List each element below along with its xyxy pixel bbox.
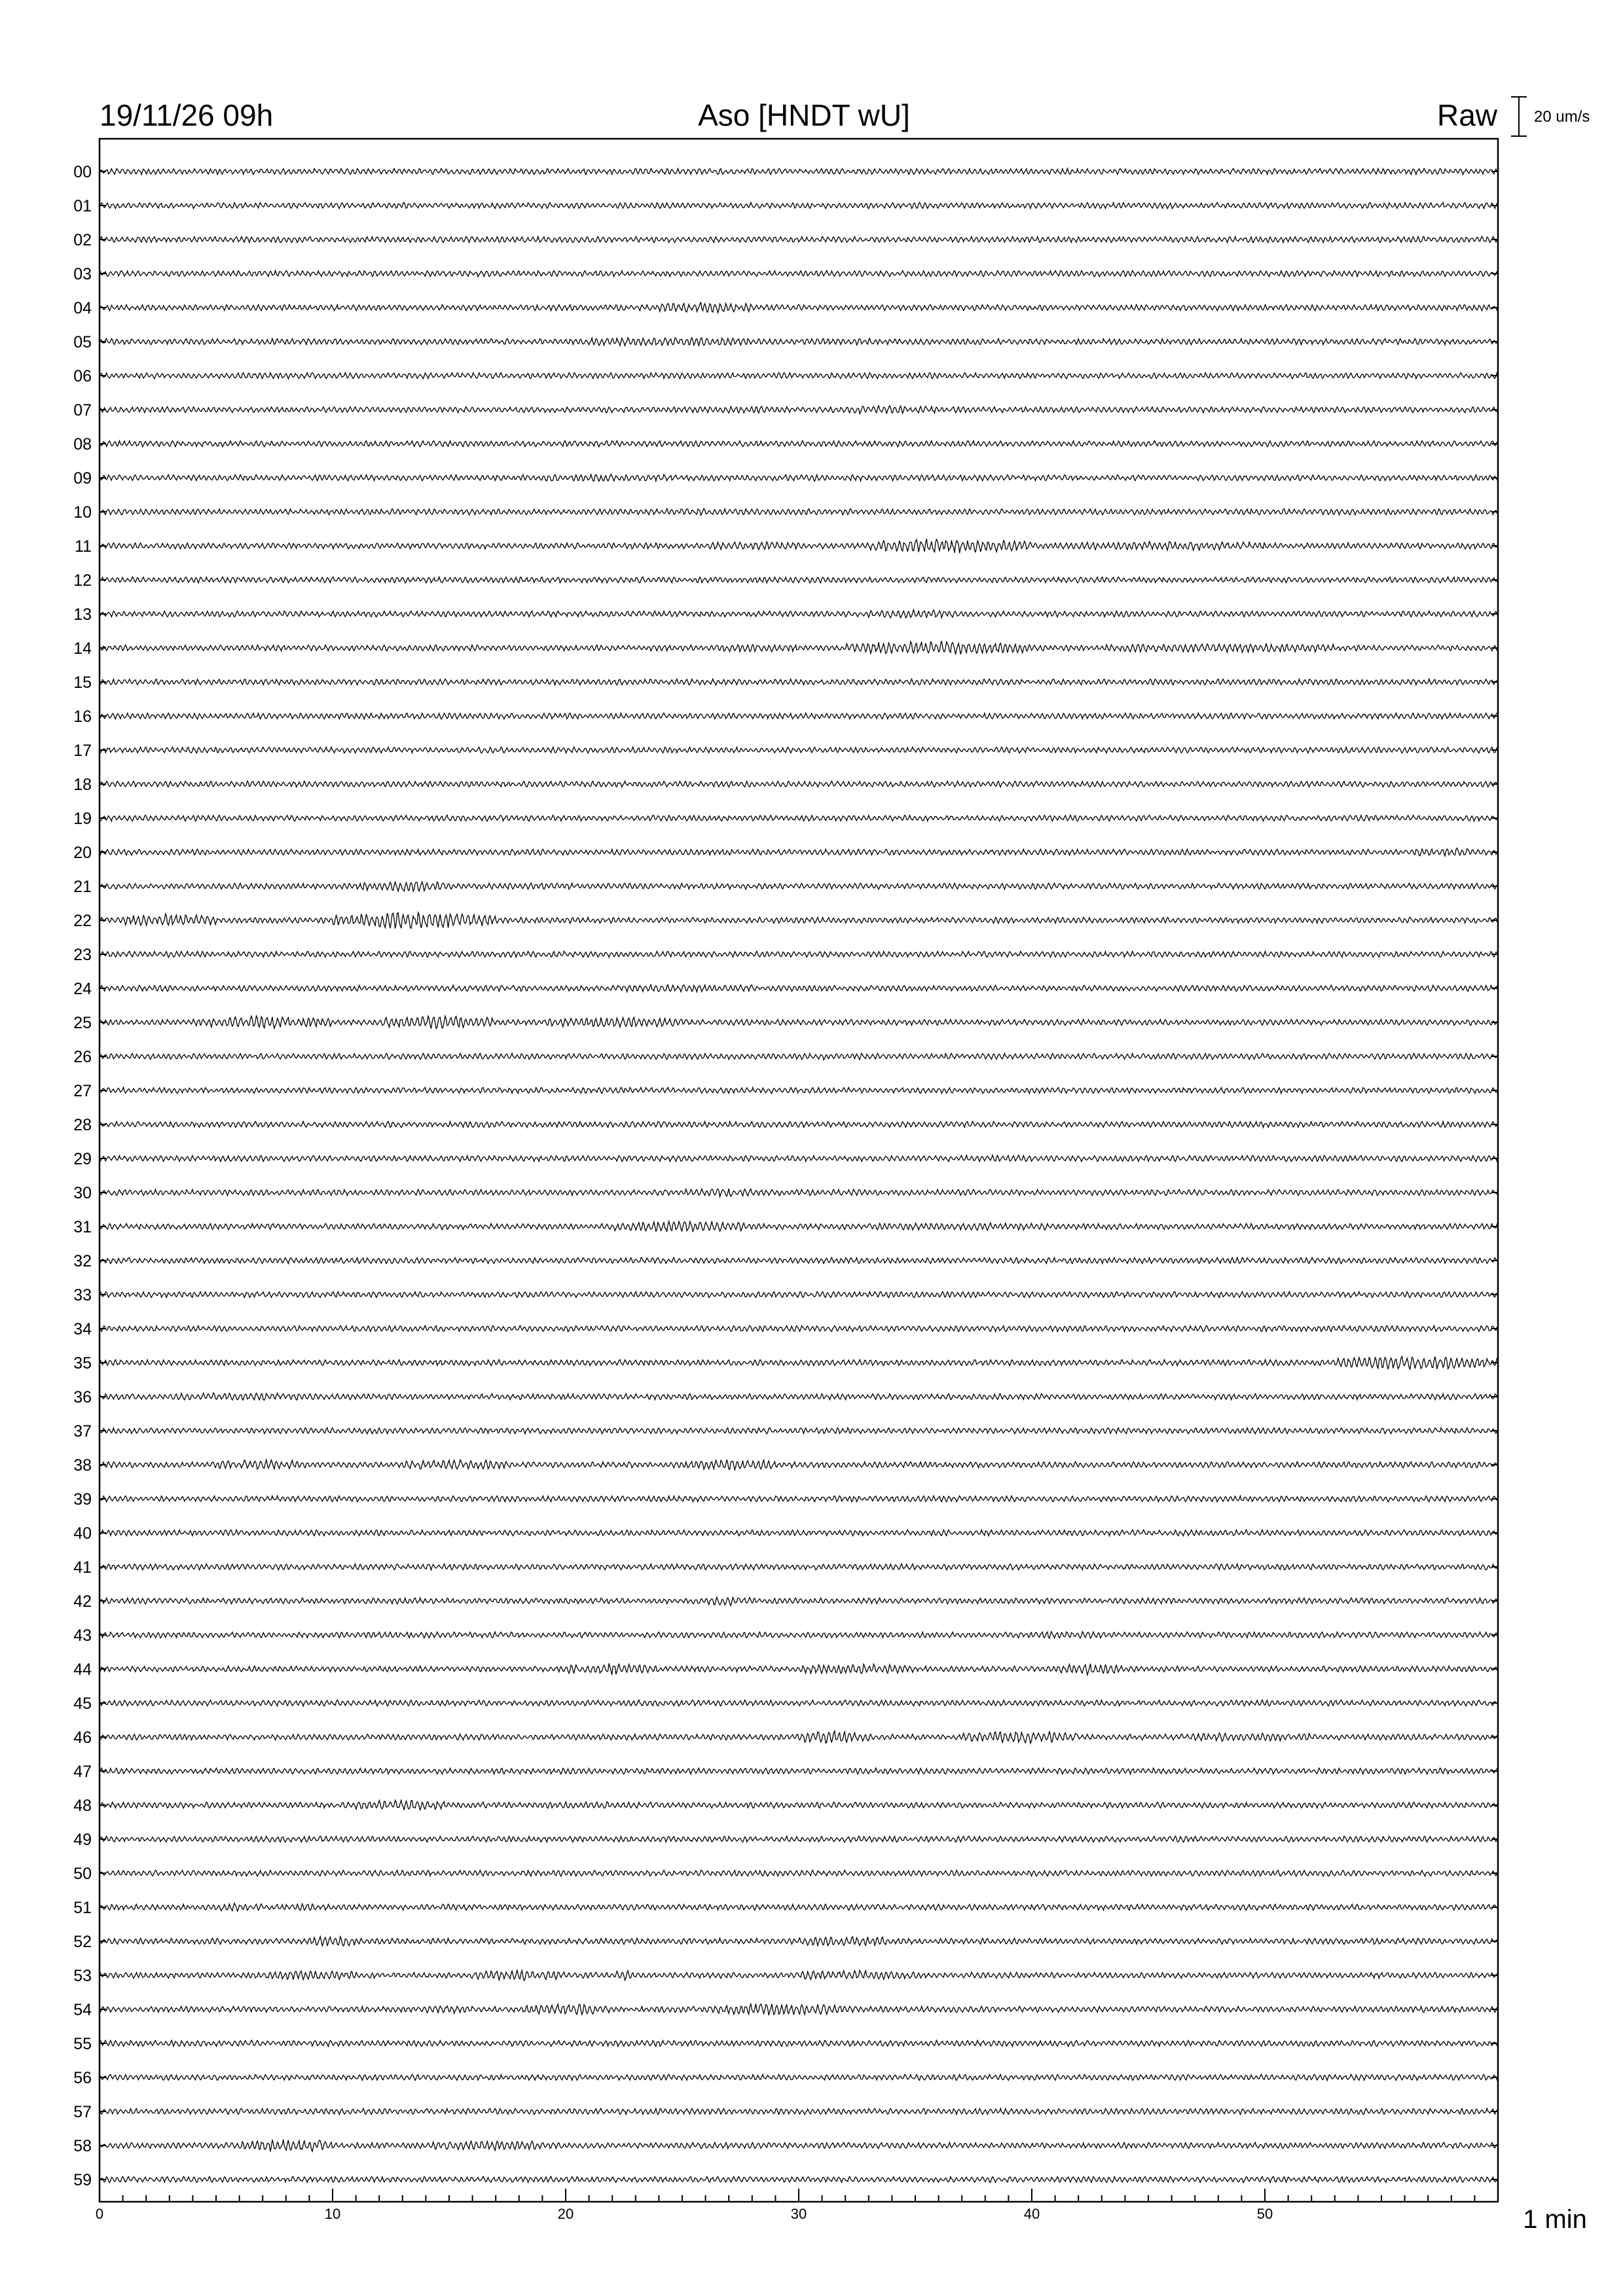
trace-35 — [100, 1357, 1498, 1370]
trace-15 — [100, 679, 1498, 685]
trace-24 — [100, 985, 1498, 992]
x-tick-label: 40 — [1023, 2206, 1040, 2222]
trace-30 — [100, 1189, 1498, 1196]
row-label-58: 58 — [73, 2137, 92, 2155]
row-label-28: 28 — [73, 1116, 92, 1134]
trace-50 — [100, 1870, 1498, 1876]
row-label-43: 43 — [73, 1626, 92, 1645]
trace-54 — [100, 2004, 1498, 2016]
row-label-40: 40 — [73, 1524, 92, 1543]
row-label-42: 42 — [73, 1592, 92, 1611]
trace-38 — [100, 1460, 1498, 1470]
trace-08 — [100, 440, 1498, 446]
row-label-53: 53 — [73, 1967, 92, 1985]
row-label-03: 03 — [73, 265, 92, 283]
trace-07 — [100, 406, 1498, 414]
row-label-19: 19 — [73, 810, 92, 828]
trace-41 — [100, 1564, 1498, 1570]
trace-42 — [100, 1597, 1498, 1605]
trace-03 — [100, 270, 1498, 276]
row-label-17: 17 — [73, 742, 92, 760]
row-label-47: 47 — [73, 1763, 92, 1781]
trace-53 — [100, 1970, 1498, 1981]
row-label-02: 02 — [73, 231, 92, 249]
trace-20 — [100, 848, 1498, 856]
row-label-54: 54 — [73, 2001, 92, 2019]
trace-06 — [100, 372, 1498, 378]
row-label-52: 52 — [73, 1933, 92, 1951]
trace-52 — [100, 1937, 1498, 1946]
row-label-09: 09 — [73, 469, 92, 488]
trace-27 — [100, 1087, 1498, 1093]
trace-14 — [100, 641, 1498, 655]
row-label-13: 13 — [73, 605, 92, 624]
x-tick-label: 30 — [790, 2206, 807, 2222]
trace-37 — [100, 1427, 1498, 1433]
trace-33 — [100, 1291, 1498, 1297]
amplitude-scale-bar — [1511, 97, 1527, 136]
row-label-33: 33 — [73, 1286, 92, 1304]
row-label-25: 25 — [73, 1014, 92, 1032]
row-label-30: 30 — [73, 1184, 92, 1202]
row-label-34: 34 — [73, 1320, 92, 1338]
trace-49 — [100, 1836, 1498, 1842]
trace-13 — [100, 610, 1498, 618]
trace-05 — [100, 338, 1498, 346]
row-label-12: 12 — [73, 571, 92, 590]
row-label-21: 21 — [73, 878, 92, 896]
trace-17 — [100, 747, 1498, 753]
row-label-44: 44 — [73, 1660, 92, 1679]
trace-40 — [100, 1530, 1498, 1535]
row-label-18: 18 — [73, 776, 92, 794]
row-label-49: 49 — [73, 1831, 92, 1849]
row-label-group — [73, 163, 1498, 2189]
trace-59 — [100, 2176, 1498, 2182]
row-label-55: 55 — [73, 2035, 92, 2053]
trace-16 — [100, 713, 1498, 719]
trace-32 — [100, 1257, 1498, 1263]
plot-frame — [100, 139, 1498, 2202]
row-label-51: 51 — [73, 1899, 92, 1917]
trace-26 — [100, 1053, 1498, 1060]
trace-58 — [100, 2140, 1498, 2151]
mode-label: Raw — [1436, 98, 1497, 132]
row-label-59: 59 — [73, 2171, 92, 2189]
row-label-39: 39 — [73, 1490, 92, 1509]
trace-01 — [100, 202, 1498, 208]
row-label-22: 22 — [73, 912, 92, 930]
row-label-00: 00 — [73, 163, 92, 181]
row-label-41: 41 — [73, 1558, 92, 1577]
trace-23 — [100, 951, 1498, 957]
trace-51 — [100, 1903, 1498, 1911]
trace-39 — [100, 1496, 1498, 1501]
row-label-38: 38 — [73, 1456, 92, 1475]
trace-25 — [100, 1016, 1498, 1028]
trace-44 — [100, 1663, 1498, 1675]
row-label-35: 35 — [73, 1354, 92, 1372]
row-label-16: 16 — [73, 708, 92, 726]
row-label-29: 29 — [73, 1150, 92, 1168]
trace-47 — [100, 1768, 1498, 1774]
amplitude-scale-label: 20 um/s — [1534, 108, 1590, 126]
trace-11 — [100, 539, 1498, 553]
row-label-01: 01 — [73, 197, 92, 215]
trace-36 — [100, 1393, 1498, 1400]
row-label-46: 46 — [73, 1729, 92, 1747]
row-label-20: 20 — [73, 844, 92, 862]
trace-group — [100, 168, 1498, 2182]
row-label-32: 32 — [73, 1252, 92, 1270]
trace-43 — [100, 1632, 1498, 1638]
row-label-14: 14 — [73, 639, 92, 658]
trace-19 — [100, 815, 1498, 821]
x-tick-label: 10 — [324, 2206, 341, 2222]
row-label-10: 10 — [73, 503, 92, 522]
trace-31 — [100, 1221, 1498, 1232]
row-label-48: 48 — [73, 1797, 92, 1815]
trace-10 — [100, 509, 1498, 515]
trace-29 — [100, 1155, 1498, 1162]
chart-title: Aso [HNDT wU] — [698, 98, 910, 132]
trace-18 — [100, 781, 1498, 787]
trace-02 — [100, 236, 1498, 242]
x-axis — [96, 2189, 1498, 2222]
trace-28 — [100, 1121, 1498, 1127]
trace-12 — [100, 577, 1498, 583]
x-tick-label: 0 — [95, 2206, 104, 2222]
row-label-06: 06 — [73, 367, 92, 386]
row-label-07: 07 — [73, 401, 92, 420]
row-label-04: 04 — [73, 299, 92, 317]
row-label-31: 31 — [73, 1218, 92, 1236]
trace-57 — [100, 2108, 1498, 2114]
row-label-05: 05 — [73, 333, 92, 351]
x-tick-label: 50 — [1256, 2206, 1273, 2222]
trace-04 — [100, 302, 1498, 313]
row-label-45: 45 — [73, 1695, 92, 1713]
trace-21 — [100, 882, 1498, 891]
trace-48 — [100, 1801, 1498, 1810]
row-label-50: 50 — [73, 1865, 92, 1883]
x-axis-label: 1 min — [1523, 2205, 1587, 2234]
row-label-08: 08 — [73, 435, 92, 454]
trace-09 — [100, 474, 1498, 481]
row-label-15: 15 — [73, 673, 92, 692]
trace-46 — [100, 1731, 1498, 1744]
row-label-11: 11 — [75, 537, 92, 556]
trace-55 — [100, 2040, 1498, 2046]
row-label-23: 23 — [73, 946, 92, 964]
trace-34 — [100, 1325, 1498, 1331]
row-label-27: 27 — [73, 1082, 92, 1100]
row-label-56: 56 — [73, 2069, 92, 2087]
x-tick-label: 20 — [557, 2206, 574, 2222]
row-label-26: 26 — [73, 1048, 92, 1066]
row-label-36: 36 — [73, 1388, 92, 1407]
record-datetime: 19/11/26 09h — [100, 98, 274, 132]
trace-22 — [100, 912, 1498, 928]
trace-00 — [100, 168, 1498, 174]
trace-45 — [100, 1700, 1498, 1706]
row-label-37: 37 — [73, 1422, 92, 1441]
row-label-57: 57 — [73, 2103, 92, 2121]
row-label-24: 24 — [73, 980, 92, 998]
trace-56 — [100, 2074, 1498, 2080]
